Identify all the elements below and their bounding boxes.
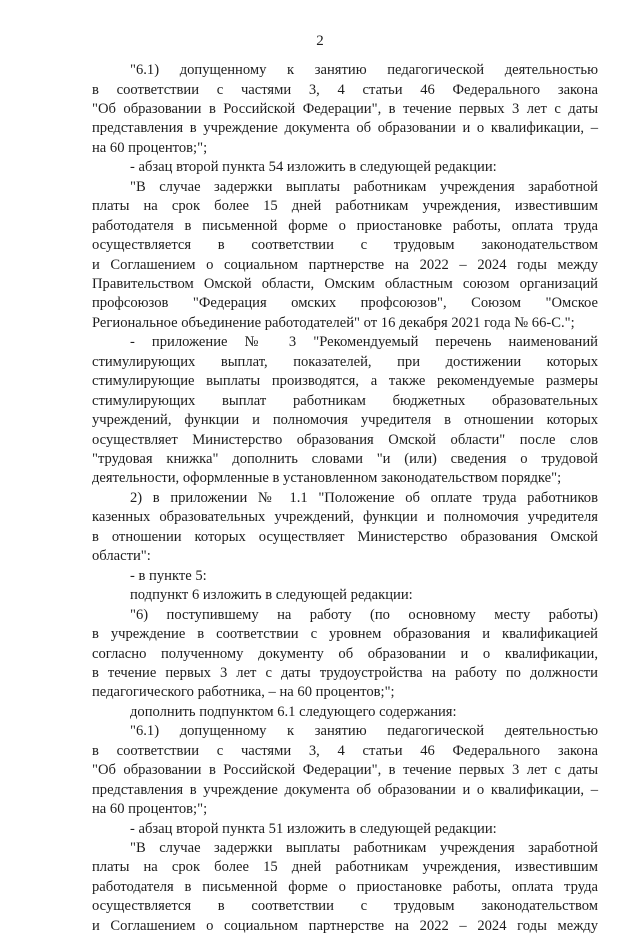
text-line: Правительством Омской области, Омским областным союзом организаций [92, 275, 598, 292]
text-line: стимулирующих выплат, показателей, при достижении которых [92, 353, 598, 370]
text-line: подпункт 6 изложить в следующей редакции: [130, 587, 413, 604]
text-line: стимулирующие выплаты производятся, а также рекомендуемые размеры [92, 373, 598, 390]
text-line: и Соглашением о социальном партнерстве на 2022 – 2024 годы между [92, 256, 598, 273]
text-line: согласно полученному документу об образовании и о квалификации, [92, 645, 598, 662]
text-line: Региональное объединение работодателей" от 16 декабря 2021 года № 66-С."; [92, 314, 575, 331]
text-line: в течение первых 3 лет с даты трудоустройства на работу по должности [92, 664, 598, 681]
text-line: "В случае задержки выплаты работникам учреждения заработной [130, 840, 598, 856]
text-line: осуществляет Министерство образования Омской области" после слов [92, 431, 598, 448]
text-line: "6) поступившему на работу (по основному месту работы) [130, 606, 598, 623]
text-line: - абзац второй пункта 54 изложить в следующей редакции: [130, 159, 497, 176]
text-line: платы на срок более 15 дней работникам учреждения, известившим [92, 859, 598, 876]
text-line: "Об образовании в Российской Федерации", в течение первых 3 лет с даты [92, 100, 598, 117]
text-line: и Соглашением о социальном партнерстве на 2022 – 2024 годы между [92, 917, 598, 934]
text-line: стимулирующих выплат работникам бюджетных образовательных [92, 392, 598, 409]
text-line: "6.1) допущенному к занятию педагогической деятельностью [130, 723, 598, 740]
text-line: "Об образовании в Российской Федерации", в течение первых 3 лет с даты [92, 762, 598, 779]
text-line: осуществляется в соответствии с трудовым законодательством [92, 237, 598, 253]
text-line: на 60 процентов;"; [92, 139, 208, 156]
text-line: работодателя в письменной форме о приостановке работы, оплата труда [92, 217, 598, 234]
text-line: работодателя в письменной форме о приостановке работы, оплата труда [92, 878, 598, 895]
text-line: казенных образовательных учреждений, функции и полномочия учредителя [92, 509, 598, 526]
text-line: в учреждение в соответствии с уровнем образования и квалификацией [92, 626, 598, 642]
text-line: платы на срок более 15 дней работникам учреждения, известившим [92, 198, 598, 215]
text-line: представления в учреждение документа об образовании и о квалификации, – [92, 781, 598, 798]
text-line: - приложение № 3 "Рекомендуемый перечень наименований [130, 334, 598, 351]
text-line: представления в учреждение документа об образовании и о квалификации, – [92, 120, 598, 137]
text-line: "В случае задержки выплаты работникам учреждения заработной [130, 178, 598, 195]
text-line: профсоюзов "Федерация омских профсоюзов", Союзом "Омское [92, 295, 598, 312]
text-line: области": [92, 548, 151, 565]
text-line: "6.1) допущенному к занятию педагогической деятельностью [130, 62, 598, 78]
text-line: - в пункте 5: [130, 567, 207, 584]
text-line: дополнить подпунктом 6.1 следующего содержания: [130, 703, 457, 720]
text-line: осуществляется в соответствии с трудовым законодательством [92, 898, 598, 915]
page-number: 2 [316, 33, 324, 49]
text-line: в соответствии с частями 3, 4 статьи 46 Федерального закона [92, 742, 598, 759]
text-line: учреждений, функции и полномочия учредителя в отношении которых [92, 412, 598, 429]
text-line: в отношении которых осуществляет Министерство образования Омской [92, 528, 598, 545]
text-line: деятельности, оформленные в установленном законодательством порядке"; [92, 470, 562, 487]
text-line: - абзац второй пункта 51 изложить в следующей редакции: [130, 820, 497, 837]
text-line: педагогического работника, – на 60 процентов;"; [92, 684, 395, 701]
text-line: 2) в приложении № 1.1 "Положение об оплате труда работников [130, 489, 598, 506]
text-line: "трудовая книжка" дополнить словами "и (или) сведения о трудовой [92, 451, 598, 467]
text-line: в соответствии с частями 3, 4 статьи 46 Федерального закона [92, 81, 598, 98]
text-line: на 60 процентов;"; [92, 801, 208, 818]
